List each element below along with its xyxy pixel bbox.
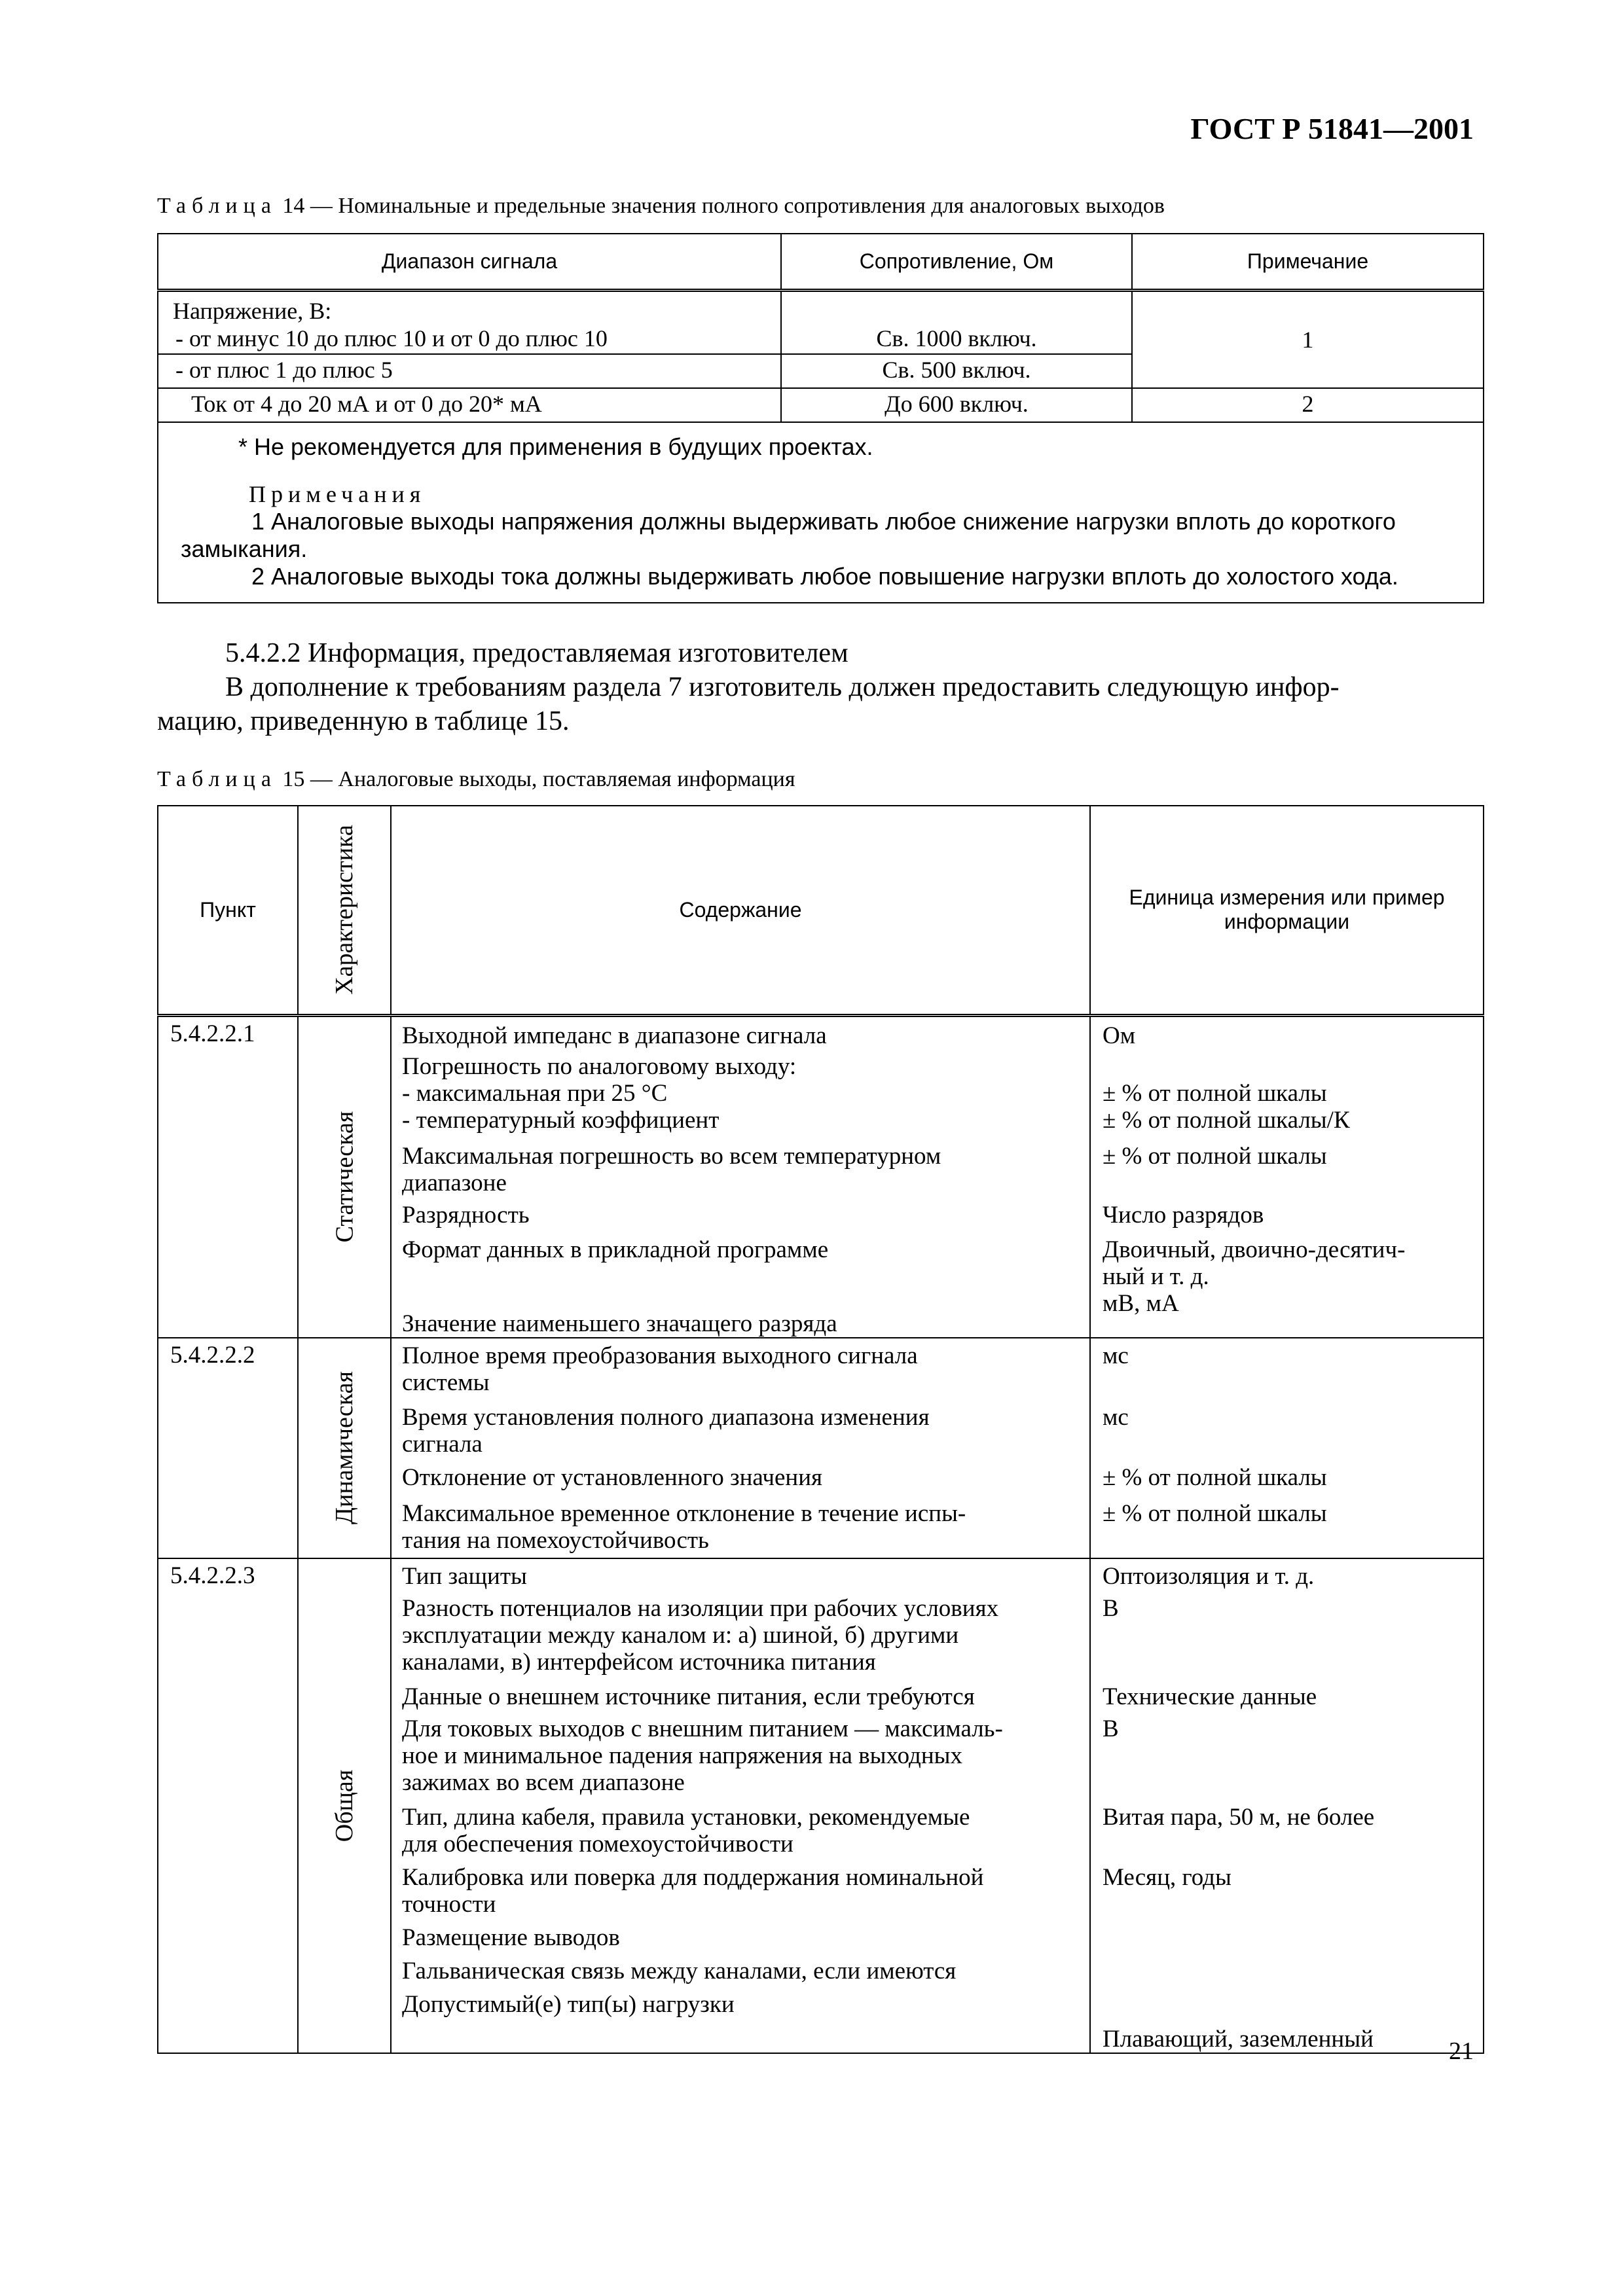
note-1-line-1: 1 Аналоговые выходы напряжения должны выдерживать любое снижение нагрузки вплоть до короткого <box>251 507 1396 535</box>
table14-notes-row <box>158 422 1484 603</box>
table14-header-row <box>158 234 1484 290</box>
voltage-range-1-resistance: Св. 1000 включ. <box>781 290 1132 354</box>
group-content-cell <box>391 1015 1090 1338</box>
table14-caption-text: 14 — Номинальные и предельные значения полного сопротивления для аналоговых выходов <box>276 194 1165 218</box>
entry-content: системы <box>402 1369 490 1396</box>
table15-group-general <box>158 1558 1484 2053</box>
group-unit-cell <box>1090 1338 1484 1558</box>
entry-content: Время установления полного диапазона изменения <box>402 1403 930 1431</box>
table14-header-note: Примечание <box>1132 234 1484 290</box>
table-15 <box>157 805 1484 2054</box>
voltage-range-1: - от минус 10 до плюс 10 и от 0 до плюс 10 <box>175 325 608 351</box>
group-characteristic-label: Статическая <box>331 1111 359 1243</box>
group-characteristic-cell <box>298 1338 391 1558</box>
group-item-number: 5.4.2.2.2 <box>158 1338 298 1558</box>
entry-unit: Технические данные <box>1103 1683 1317 1710</box>
current-range: Ток от 4 до 20 мА и от 0 до 20* мА <box>158 388 781 422</box>
table15-header-unit-line-2: информации <box>1224 910 1350 934</box>
entry-content: Максимальная погрешность во всем температурном <box>402 1142 941 1170</box>
table14-header-resistance: Сопротивление, Ом <box>781 234 1132 290</box>
entry-content: диапазоне <box>402 1169 507 1196</box>
entry-content: зажимах во всем диапазоне <box>402 1768 685 1796</box>
entry-content: Для токовых выходов с внешним питанием — максималь- <box>402 1715 1003 1742</box>
entry-unit: ± % от полной шкалы <box>1103 1499 1327 1527</box>
table15-header-unit-line-1: Единица измерения или пример <box>1129 886 1445 910</box>
entry-unit: ный и т. д. <box>1103 1263 1209 1290</box>
entry-content: Выходной импеданс в диапазоне сигнала <box>402 1022 827 1049</box>
table15-group-dynamic <box>158 1338 1484 1558</box>
entry-unit: Двоичный, двоично-десятич- <box>1103 1236 1406 1263</box>
note-1-line-2: замыкания. <box>181 535 308 562</box>
entry-content: Погрешность по аналоговому выходу: <box>402 1052 797 1080</box>
table15-caption-label: Таблица <box>157 767 277 791</box>
entry-content: Тип, длина кабеля, правила установки, рекомендуемые <box>402 1803 970 1831</box>
entry-unit: Оптоизоляция и т. д. <box>1103 1562 1315 1590</box>
entry-content: Отклонение от установленного значения <box>402 1463 823 1491</box>
entry-content: эксплуатации между каналом и: а) шиной, б) другими <box>402 1621 959 1649</box>
entry-unit: В <box>1103 1715 1119 1742</box>
group-characteristic-label: Общая <box>330 1769 358 1842</box>
group-content-cell <box>391 1558 1090 2053</box>
section-paragraph-line-1: В дополнение к требованиям раздела 7 изготовитель должен предоставить следующую инфор- <box>225 672 1340 702</box>
table-14 <box>157 233 1484 603</box>
document-code: ГОСТ Р 51841—2001 <box>1190 112 1474 145</box>
entry-content: Формат данных в прикладной программе <box>402 1236 829 1263</box>
table14-header-range: Диапазон сигнала <box>158 234 781 290</box>
entry-unit: мс <box>1103 1342 1129 1369</box>
entry-unit: Месяц, годы <box>1103 1863 1231 1891</box>
entry-content: Гальваническая связь между каналами, если имеются <box>402 1957 957 1984</box>
voltage-range-2: - от плюс 1 до плюс 5 <box>158 354 781 388</box>
page-number: 21 <box>1449 2037 1474 2065</box>
group-unit-cell <box>1090 1558 1484 2053</box>
entry-content: Разность потенциалов на изоляции при рабочих условиях <box>402 1594 999 1622</box>
table14-caption-label: Таблица <box>157 194 277 218</box>
entry-unit: Число разрядов <box>1103 1201 1264 1229</box>
entry-unit: Ом <box>1103 1022 1136 1049</box>
table15-header-characteristic: Характеристика <box>331 825 359 996</box>
group-characteristic-label: Динамическая <box>331 1371 358 1524</box>
entry-unit: В <box>1103 1594 1119 1622</box>
entry-content: - максимальная при 25 °С <box>402 1079 668 1107</box>
table15-header-row <box>158 806 1484 1015</box>
entry-content: Допустимый(е) тип(ы) нагрузки <box>402 1990 735 2018</box>
entry-content: сигнала <box>402 1430 483 1458</box>
entry-content: тания на помехоустойчивость <box>402 1526 709 1554</box>
voltage-range-2-resistance: Св. 500 включ. <box>781 354 1132 388</box>
entry-unit: мВ, мА <box>1103 1289 1179 1317</box>
note-2: 2 Аналоговые выходы тока должны выдерживать любое повышение нагрузки вплоть до холостого хода. <box>251 562 1398 590</box>
entry-unit: ± % от полной шкалы <box>1103 1463 1327 1491</box>
entry-content: для обеспечения помехоустойчивости <box>402 1830 793 1857</box>
entry-content: - температурный коэффициент <box>402 1106 720 1134</box>
table15-header-characteristic-cell <box>298 806 391 1015</box>
entry-content: Тип защиты <box>402 1562 527 1590</box>
entry-content: точности <box>402 1890 496 1918</box>
entry-content: каналами, в) интерфейсом источника питания <box>402 1648 876 1676</box>
voltage-label: Напряжение, В: <box>173 297 332 324</box>
section-paragraph-line-2: мацию, приведенную в таблице 15. <box>157 706 570 736</box>
group-content-cell <box>391 1338 1090 1558</box>
group-item-number: 5.4.2.2.1 <box>158 1015 298 1338</box>
entry-unit: Плавающий, заземленный <box>1103 2025 1374 2053</box>
entry-unit: Витая пара, 50 м, не более <box>1103 1803 1375 1831</box>
entry-content: Разрядность <box>402 1201 530 1229</box>
table14-footnote: * Не рекомендуется для применения в будущих проектах. <box>238 433 873 460</box>
entry-content: Размещение выводов <box>402 1924 620 1951</box>
current-note-ref: 2 <box>1132 388 1484 422</box>
entry-content: Полное время преобразования выходного сигнала <box>402 1342 918 1369</box>
table14-row-current <box>158 388 1484 422</box>
group-unit-cell <box>1090 1015 1484 1338</box>
table15-header-content: Содержание <box>391 806 1090 1015</box>
entry-content: Данные о внешнем источнике питания, если требуются <box>402 1683 975 1710</box>
current-resistance: До 600 включ. <box>781 388 1132 422</box>
group-item-number: 5.4.2.2.3 <box>158 1558 298 2053</box>
entry-unit: ± % от полной шкалы/К <box>1103 1106 1350 1134</box>
notes-title: Примечания <box>249 480 426 507</box>
table14-row-voltage-1 <box>158 290 1484 354</box>
entry-unit: мс <box>1103 1403 1129 1431</box>
entry-content: ное и минимальное падения напряжения на выходных <box>402 1742 963 1769</box>
table15-header-item: Пункт <box>158 806 298 1015</box>
table15-caption <box>157 767 795 792</box>
entry-unit: ± % от полной шкалы <box>1103 1079 1327 1107</box>
table15-group-static <box>158 1015 1484 1338</box>
section-heading: 5.4.2.2 Информация, предоставляемая изготовителем <box>225 638 848 668</box>
table15-caption-text: 15 — Аналоговые выходы, поставляемая информация <box>276 767 795 791</box>
table15-header-unit <box>1090 806 1484 1015</box>
entry-content: Максимальное временное отклонение в течение испы- <box>402 1499 966 1527</box>
voltage-note-ref: 1 <box>1132 290 1484 388</box>
entry-content: Калибровка или поверка для поддержания номинальной <box>402 1863 984 1891</box>
group-characteristic-cell <box>298 1558 391 2053</box>
entry-unit: ± % от полной шкалы <box>1103 1142 1327 1170</box>
entry-content: Значение наименьшего значащего разряда <box>402 1310 837 1337</box>
group-characteristic-cell <box>298 1015 391 1338</box>
table14-caption <box>157 194 1165 219</box>
